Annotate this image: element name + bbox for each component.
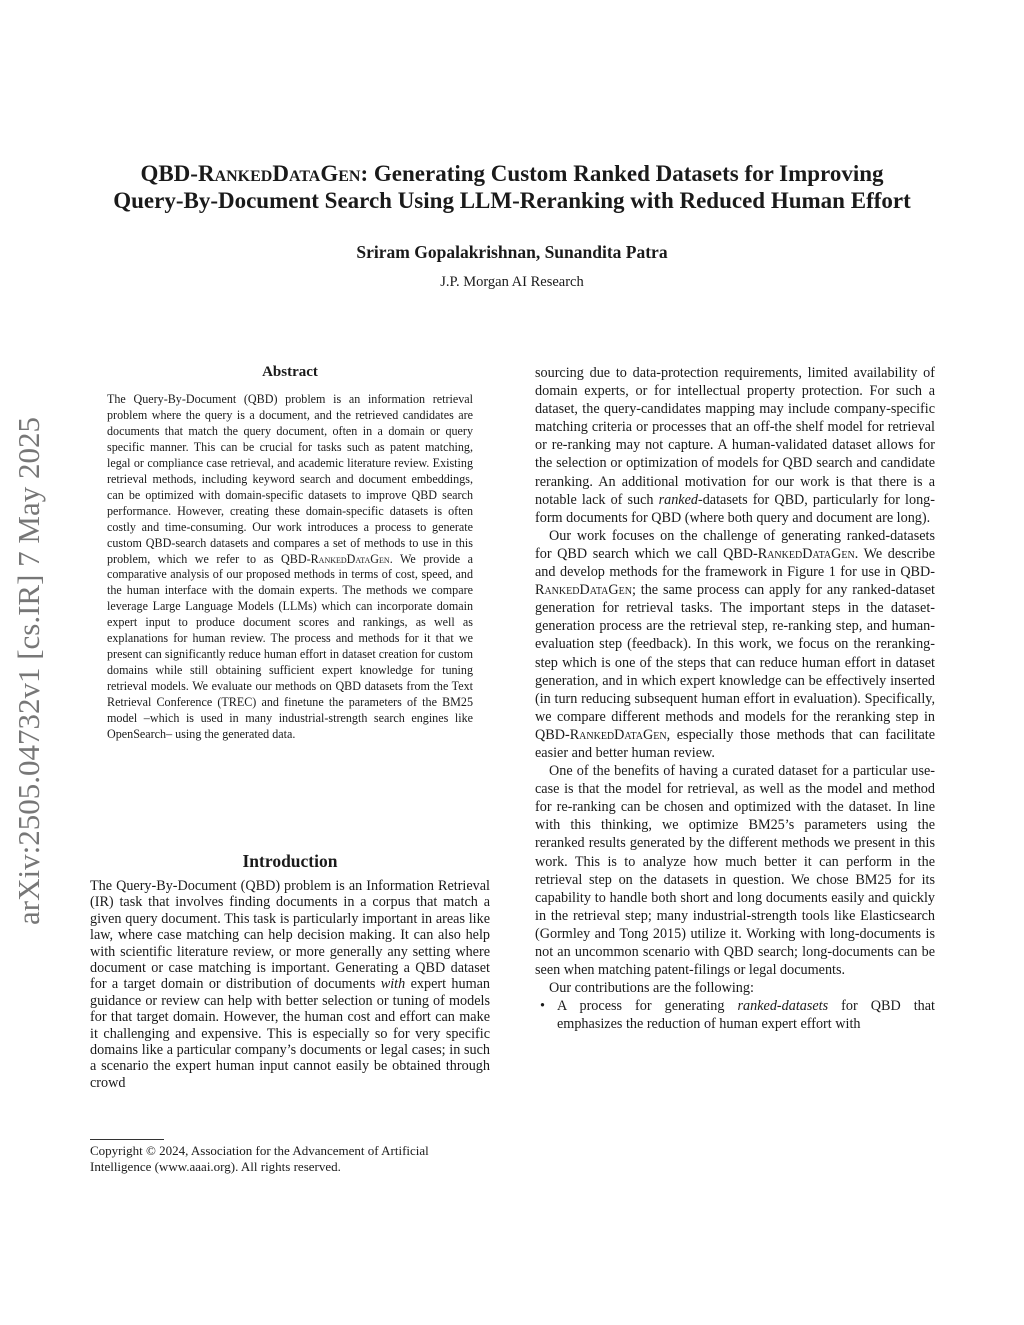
bullet-icon: • xyxy=(540,998,545,1015)
introduction-paragraph: The Query-By-Document (QBD) problem is an Information Retrieval (IR) task that involves finding documents in a corpus that match a given query document. This task is particularly important in areas like law, where case matching can help decision making. It can also help with scientific literature review, or more generally any setting where document or case matching is important. Generating a QBD dataset for a target domain or distribution of documents with expert human guidance or review can help with better selection or tuning of models for that target domain. However, the human cost and effort can make it challenging and expensive. This is especially so for very specific domains like a particular company’s documents or legal cases; in such a scenario the expert human input cannot easily be obtained through crowd xyxy=(90,878,490,1091)
arxiv-stamp: arXiv:2505.04732v1 [cs.IR] 7 May 2025 xyxy=(11,417,46,925)
title-line-2: Query-By-Document Search Using LLM-Reranking with Reduced Human Effort xyxy=(113,188,911,213)
method-name: RankedDataGen xyxy=(197,161,361,186)
paragraph: Our work focuses on the challenge of generating ranked-datasets for QBD search which we call QBD-RankedDataGen. We describe and develop methods for the framework in Figure 1 for use in QBD-RankedDataGen; the same process can apply for any ranked-dataset generation for retrieval tasks. The important steps in the dataset-generation process are the retrieval step, re-ranking step, and human-evaluation step (feedback). In this work, we focus on the reranking-step which is one of the steps that can reduce human effort in dataset generation, and in which expert knowledge can be effectively inserted (in turn reducing subsequent human effort in evaluation). Specifically, we compare different methods and models for the reranking step in QBD-RankedDataGen, especially those methods that can facilitate easier and better human review. xyxy=(535,527,936,761)
affiliation: J.P. Morgan AI Research xyxy=(440,274,584,290)
contributions-intro: Our contributions are the following: xyxy=(549,980,754,997)
paragraph: One of the benefits of having a curated dataset for a particular use-case is that the model for retrieval, as well as the model and method for re-ranking can be chosen and optimized with the dataset. In line with this thinking, we optimize BM25’s parameters using the reranked results generated by the different methods we present in this work. This is to analyze how much better it can perform in the retrieval step on the datasets in question. We chose BM25 for its capability to handle both short and long documents easily and quickly in the retrieval step; many industrial-strength tools like Elasticsearch (Gormley and Tong 2015) utilize it. Working with long-documents is not an uncommon scenario with QBD search; long-documents can be seen when matching patent-filings or legal documents. xyxy=(535,763,935,979)
abstract-text: The Query-By-Document (QBD) problem is an information retrieval problem where the query is a document, and the retrieved candidates are documents that match the query document, often in a domain or query specific manner. This can be crucial for tasks such as patent matching, legal or compliance case retrieval, and academic literature review. Existing retrieval methods, including keyword search and document embeddings, can be optimized with domain-specific datasets to improve QBD search performance. However, creating these domain-specific datasets is often costly and time-consuming. Our work introduces a process to generate custom QBD-search datasets and compares a set of methods to use in this problem, which we refer to as QBD-RankedDataGen. We provide a comparative analysis of our proposed methods in terms of cost, speed, and the human interface with the domain experts. The methods we compare leverage Large Language Models (LLMs) which can incorporate domain expert input to produce document scores and rankings, as well as explanations for human review. The process and methods for it that we present can significantly reduce human effort in dataset creation for custom domains while still obtaining sufficient expert knowledge for tuning retrieval models. We evaluate our methods on QBD datasets from the Text Retrieval Conference (TREC) and finetune the parameters of the BM25 model –which is used in many industrial-strength search engines like OpenSearch– using the generated data. xyxy=(107,392,473,742)
authors: Sriram Gopalakrishnan, Sunandita Patra xyxy=(356,242,668,262)
method-name: RankedDataGen xyxy=(310,551,390,566)
introduction-heading: Introduction xyxy=(242,851,338,871)
list-item: • A process for generating ranked-datasets for QBD that emphasizes the reduction of human expert effort with xyxy=(540,998,935,1033)
method-name: RankedDataGen xyxy=(569,726,667,743)
copyright-footnote: Copyright © 2024, Association for the Advancement of Artificial Intelligence (www.aaai.org). All rights reserved. xyxy=(90,1143,429,1174)
footnote-rule xyxy=(90,1139,164,1140)
paper-title xyxy=(60,160,964,214)
method-name: RankedDataGen xyxy=(757,545,855,562)
paragraph: sourcing due to data-protection requirements, limited availability of domain experts, or for intellectual property protection. For such a dataset, the query-candidates mapping may include company-specific matching criteria or processes that an off-the shelf model for retrieval or re-ranking may not capture. A human-validated dataset allows for the selection or optimization of models for QBD search and candidate reranking. An additional motivation for our work is that there is a notable lack of such ranked-datasets for QBD, particularly for long-form documents for QBD (where both query and document are long). xyxy=(535,365,935,526)
abstract-heading: Abstract xyxy=(262,364,318,380)
title-line-1: QBD-RankedDataGen: Generating Custom Ranked Datasets for Improving xyxy=(140,161,884,186)
right-column xyxy=(535,364,935,1033)
method-name: RankedDataGen xyxy=(535,582,632,599)
